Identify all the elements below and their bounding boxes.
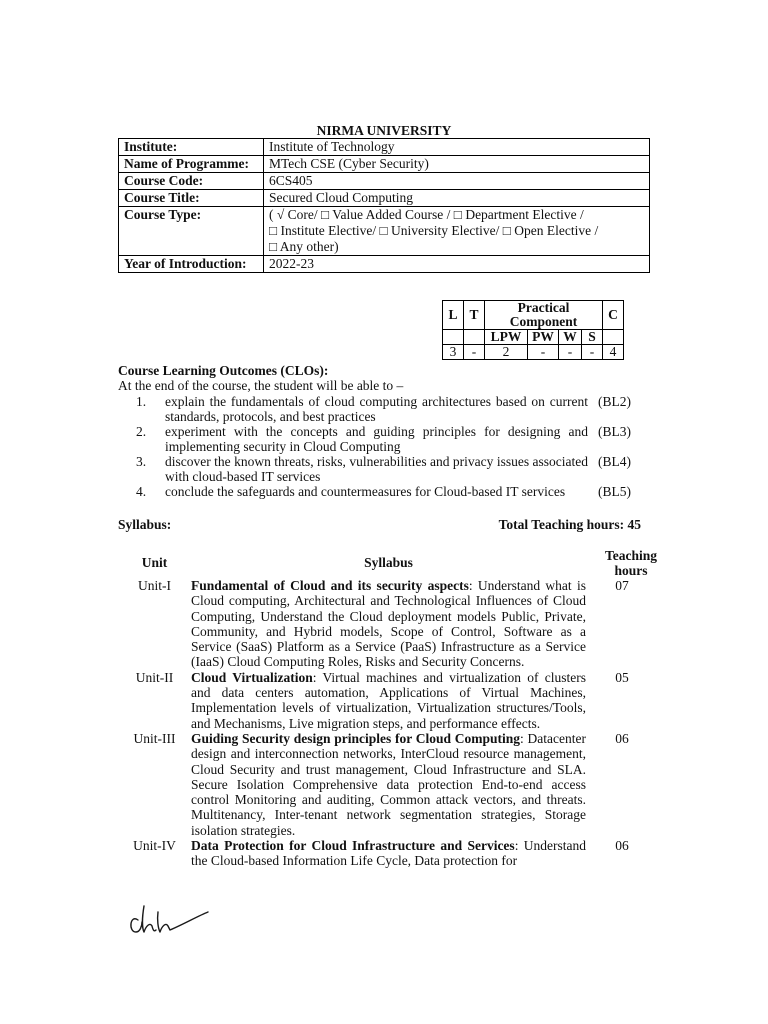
info-row-year xyxy=(119,256,650,273)
teaching-hours-column-header xyxy=(595,548,667,578)
programme-label: Name of Programme: xyxy=(119,156,264,173)
syllabus-column-header: Syllabus xyxy=(364,555,413,570)
year-value: 2022-23 xyxy=(264,256,650,273)
unit-column-header: Unit xyxy=(141,555,168,570)
ltp-empty-cell xyxy=(603,330,624,345)
ltp-l-value: 3 xyxy=(443,345,464,360)
clo-bloom-level: (BL5) xyxy=(598,484,631,499)
clo-bloom-level: (BL3) xyxy=(598,424,631,439)
clo-text: experiment with the concepts and guiding principles for designing and implementing security in Cloud Computing xyxy=(165,424,588,454)
ltp-subheader-row xyxy=(443,330,624,345)
ltp-l-header: L xyxy=(443,301,464,330)
unit-content xyxy=(191,838,586,869)
unit-hours: 06 xyxy=(615,838,629,854)
ltp-lpw-value: 2 xyxy=(485,345,528,360)
unit-row xyxy=(118,731,658,838)
ltp-lpw-header: LPW xyxy=(485,330,528,345)
hours-header-line: hours xyxy=(614,563,648,578)
clo-item xyxy=(136,454,656,484)
unit-hours: 06 xyxy=(615,730,629,746)
ltp-table xyxy=(442,300,624,360)
unit-hours: 05 xyxy=(615,669,629,685)
code-label: Course Code: xyxy=(119,173,264,190)
ltp-empty-cell xyxy=(443,330,464,345)
university-title: NIRMA UNIVERSITY xyxy=(316,123,452,138)
clo-list xyxy=(136,394,656,499)
course-type-line: □ Any other) xyxy=(269,239,339,254)
clo-item xyxy=(136,484,656,499)
course-type-line: □ Institute Elective/ □ University Elective/ □ Open Elective / xyxy=(269,223,599,238)
unit-body: : Datacenter design and interconnection networks, InterCloud resource management, Cloud Security and trust management, Cloud Infrastructure and SLA. Secure Isolation Comprehensive data protection End-to-end access control Monitoring and auditing, Common attack vectors, and threats. Multitenancy, Inter-tenant network segmentation strategies, Storage isolation strategies. xyxy=(191,730,586,838)
course-type-value xyxy=(264,207,650,256)
signature xyxy=(124,892,214,942)
ltp-pw-value: - xyxy=(528,345,559,360)
ltp-c-header: C xyxy=(603,301,624,330)
syllabus-units xyxy=(118,578,658,869)
unit-content xyxy=(191,731,586,838)
info-row-programme xyxy=(119,156,650,173)
ltp-empty-cell xyxy=(464,330,485,345)
ltp-w-value: - xyxy=(559,345,582,360)
info-row-code xyxy=(119,173,650,190)
clo-heading: Course Learning Outcomes (CLOs): xyxy=(118,363,329,378)
course-type-line: ( √ Core/ □ Value Added Course / □ Department Elective / xyxy=(269,207,584,222)
unit-title: Cloud Virtualization xyxy=(191,669,313,685)
ltp-c-value: 4 xyxy=(603,345,624,360)
course-title-value: Secured Cloud Computing xyxy=(264,190,650,207)
course-title-label: Course Title: xyxy=(119,190,264,207)
clo-bloom-level: (BL2) xyxy=(598,394,631,409)
clo-text: conclude the safeguards and countermeasures for Cloud-based IT services xyxy=(165,484,566,499)
unit-title: Fundamental of Cloud and its security aspects xyxy=(191,578,469,593)
unit-content xyxy=(191,578,586,670)
clo-number: 4. xyxy=(136,484,147,499)
unit-row xyxy=(118,670,658,731)
programme-value: MTech CSE (Cyber Security) xyxy=(264,156,650,173)
unit-name: Unit-II xyxy=(135,669,174,685)
teaching-header-line: Teaching xyxy=(604,548,658,563)
info-row-type xyxy=(119,207,650,256)
unit-row xyxy=(118,838,658,869)
clo-text: discover the known threats, risks, vulnerabilities and privacy issues associated with cloud-based IT services xyxy=(165,454,588,484)
info-row-institute xyxy=(119,139,650,156)
year-label: Year of Introduction: xyxy=(119,256,264,273)
clo-number: 3. xyxy=(136,454,147,469)
syllabus-label: Syllabus: xyxy=(118,517,172,532)
ltp-s-header: S xyxy=(582,330,603,345)
unit-name: Unit-I xyxy=(138,578,171,593)
ltp-w-header: W xyxy=(559,330,582,345)
info-row-title xyxy=(119,190,650,207)
unit-body: : Understand the Cloud-based Information Life Cycle, Data protection for xyxy=(191,838,586,869)
clo-text: explain the fundamentals of cloud computing architectures based on current standards, protocols, and best practices xyxy=(165,394,588,424)
institute-value: Institute of Technology xyxy=(264,139,650,156)
ltp-t-value: - xyxy=(464,345,485,360)
clo-number: 1. xyxy=(136,394,147,409)
course-info-table xyxy=(118,138,650,273)
ltp-practical-header: Practical Component xyxy=(485,301,603,330)
unit-name: Unit-IV xyxy=(133,838,176,854)
unit-content xyxy=(191,670,586,731)
unit-body: : Understand what is Cloud computing, Architectural and Technological Influences of Cloud Computing, Understand the Cloud deployment models Public, Private, Community, and Hybrid models, Scope of Control, Software as a Service (SaaS) Platform as a Service (PaaS) Infrastructure as a Service (IaaS) Cloud Computing Roles, Risks and Security Concerns. xyxy=(191,578,586,670)
course-type-label: Course Type: xyxy=(119,207,264,256)
unit-hours: 07 xyxy=(615,578,629,593)
total-teaching-hours: Total Teaching hours: 45 xyxy=(498,517,641,532)
ltp-header-row xyxy=(443,301,624,330)
clo-item xyxy=(136,424,656,454)
ltp-s-value: - xyxy=(582,345,603,360)
clo-item xyxy=(136,394,656,424)
ltp-t-header: T xyxy=(464,301,485,330)
unit-row xyxy=(118,578,658,670)
unit-title: Guiding Security design principles for Cloud Computing xyxy=(191,730,521,746)
unit-name: Unit-III xyxy=(133,730,176,746)
unit-title: Data Protection for Cloud Infrastructure and Services xyxy=(191,838,515,854)
ltp-values-row xyxy=(443,345,624,360)
code-value: 6CS405 xyxy=(264,173,650,190)
clo-bloom-level: (BL4) xyxy=(598,454,631,469)
clo-intro: At the end of the course, the student will be able to – xyxy=(118,378,404,393)
ltp-pw-header: PW xyxy=(528,330,559,345)
clo-number: 2. xyxy=(136,424,147,439)
institute-label: Institute: xyxy=(119,139,264,156)
unit-body: : Virtual machines and virtualization of clusters and data centers automation, Applications of Virtual Machines, Implementation levels of virtualization, Virtualization structures/Tools, and Mechanisms, Live migration steps, and performance effects. xyxy=(191,669,586,731)
